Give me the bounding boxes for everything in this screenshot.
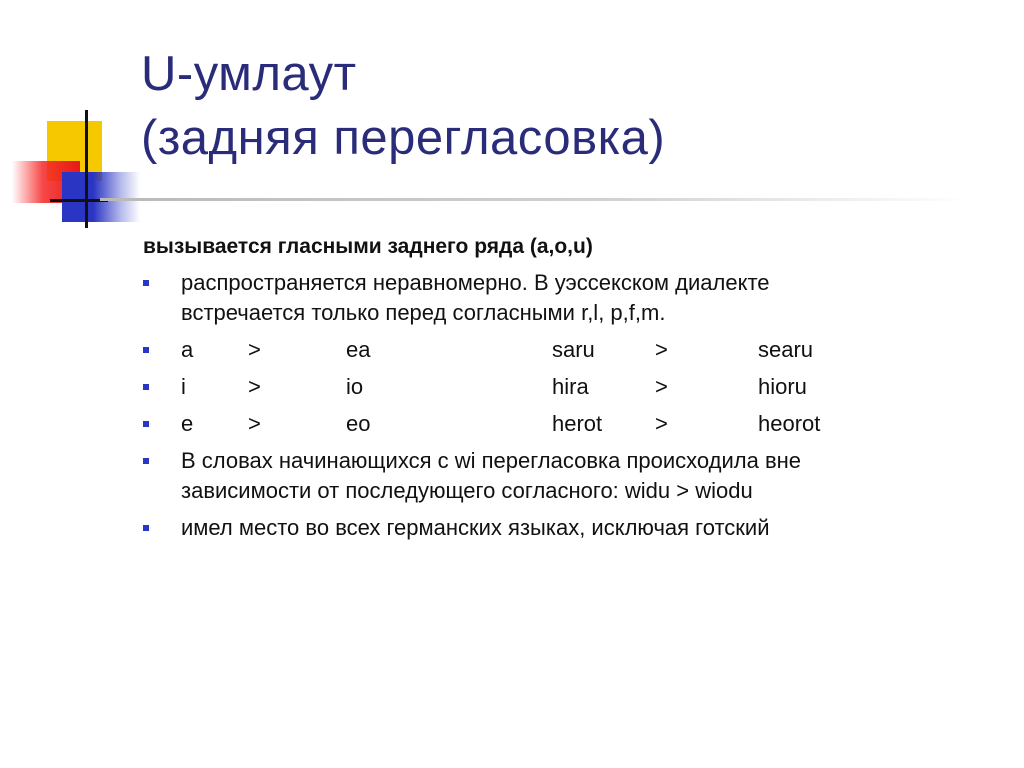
vowel-to: eo <box>346 411 371 436</box>
example-from: hira <box>552 374 589 399</box>
example-to: searu <box>758 337 814 362</box>
correspondence-row <box>181 335 983 365</box>
bullet-marker <box>143 525 149 531</box>
vertical-line <box>85 110 88 228</box>
vowel-to: ea <box>346 337 371 362</box>
example-from: saru <box>552 337 595 362</box>
arrow: > <box>248 411 261 436</box>
arrow: > <box>248 337 261 362</box>
decorative-corner-graphic <box>0 0 160 240</box>
slide-title <box>141 42 665 170</box>
arrow: > <box>655 374 668 399</box>
title-line-2: (задняя перегласовка) <box>141 111 666 165</box>
germanic-text: имел место во всех германских языках, исключая готский <box>181 515 770 540</box>
example-to: heorot <box>758 411 821 436</box>
bullet-marker <box>143 280 149 286</box>
distribution-line-1: распространяется неравномерно. В уэссекском диалекте <box>181 270 770 295</box>
arrow: > <box>655 411 668 436</box>
bullet-row-i <box>143 372 983 402</box>
bullet-marker <box>143 347 149 353</box>
slide-body <box>143 232 983 550</box>
vowel-from: a <box>181 337 194 362</box>
bullet-marker <box>143 384 149 390</box>
vowel-to: io <box>346 374 364 399</box>
title-line-1: U-умлаут <box>141 47 357 101</box>
wi-line-1: В словах начинающихся с wi перегласовка происходила вне <box>181 448 802 473</box>
example-from: herot <box>552 411 603 436</box>
arrow: > <box>248 374 261 399</box>
bullet-distribution <box>143 268 983 328</box>
body-heading: вызывается гласными заднего ряда (a,o,u) <box>143 235 593 258</box>
bullet-row-e <box>143 409 983 439</box>
bullet-wi-words <box>143 446 983 506</box>
bullet-germanic-languages <box>143 513 983 543</box>
distribution-line-2: встречается только перед согласными r,l, p,f,m. <box>181 300 666 325</box>
bullet-marker <box>143 421 149 427</box>
title-divider <box>100 198 970 201</box>
correspondence-row <box>181 372 983 402</box>
vowel-from: i <box>181 374 186 399</box>
correspondence-row <box>181 409 983 439</box>
bullet-row-a <box>143 335 983 365</box>
example-to: hioru <box>758 374 807 399</box>
bullet-marker <box>143 458 149 464</box>
vowel-from: e <box>181 411 194 436</box>
wi-line-2: зависимости от последующего согласного: widu > wiodu <box>181 478 753 503</box>
arrow: > <box>655 337 668 362</box>
blue-square <box>62 172 140 222</box>
